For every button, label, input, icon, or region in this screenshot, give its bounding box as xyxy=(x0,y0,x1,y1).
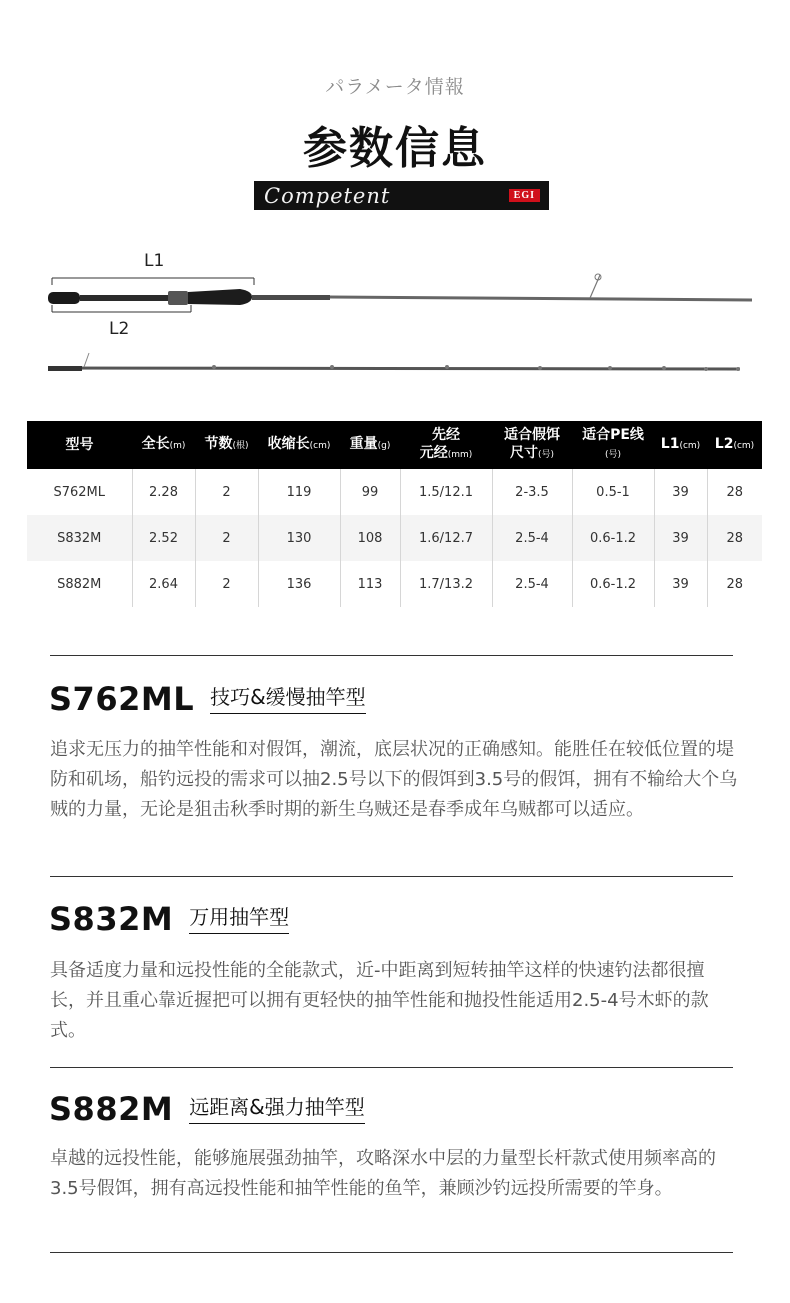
col-header-diameter: 先经 元经(mm) xyxy=(400,421,492,469)
model-heading-s882m xyxy=(49,1090,365,1128)
cell-closed-length: 130 xyxy=(258,515,340,561)
cell-lure-size: 2.5-4 xyxy=(492,561,572,607)
model-subtitle: 万用抽竿型 xyxy=(189,901,289,934)
table-row xyxy=(27,469,762,515)
l1-label: L1 xyxy=(144,251,165,271)
rod-butt-section xyxy=(48,274,752,305)
col-header-pe-line: 适合PE线 (号) xyxy=(572,421,654,469)
rod-diagram xyxy=(0,245,790,385)
cell-diameter: 1.5/12.1 xyxy=(400,469,492,515)
logo-text: Competent xyxy=(264,183,391,208)
cell-weight: 108 xyxy=(340,515,400,561)
brand-logo xyxy=(254,181,549,210)
col-header-l1: L1(cm) xyxy=(654,421,707,469)
cell-weight: 113 xyxy=(340,561,400,607)
cell-model: S882M xyxy=(57,576,102,592)
col-header-pieces: 节数(根) xyxy=(195,421,258,469)
model-description: 具备适度力量和远投性能的全能款式，近-中距离到短转抽竿这样的快速钓法都很擅长，并且重心靠近握把可以拥有更轻快的抽竿性能和抛投性能适用2.5-4号木虾的款式。 xyxy=(50,960,709,1041)
cell-diameter: 1.6/12.7 xyxy=(400,515,492,561)
cell-lure-size: 2-3.5 xyxy=(492,469,572,515)
cell-pe-line: 0.6-1.2 xyxy=(572,515,654,561)
cell-pieces: 2 xyxy=(195,515,258,561)
page-title: 参数信息 xyxy=(303,123,487,174)
cell-lure-size: 2.5-4 xyxy=(492,515,572,561)
cell-l2: 28 xyxy=(707,515,762,561)
col-header-closed-length: 收缩长(cm) xyxy=(258,421,340,469)
col-header-lure-size: 适合假饵 尺寸(号) xyxy=(492,421,572,469)
model-code: S762ML xyxy=(49,680,195,718)
model-heading-s832m xyxy=(49,900,289,938)
spec-table xyxy=(27,421,762,607)
logo-badge: EGI xyxy=(509,189,540,202)
table-row xyxy=(27,561,762,607)
cell-pieces: 2 xyxy=(195,561,258,607)
col-header-model: 型号 xyxy=(27,421,132,469)
model-subtitle: 技巧&缓慢抽竿型 xyxy=(210,681,366,714)
cell-closed-length: 119 xyxy=(258,469,340,515)
cell-length: 2.28 xyxy=(132,469,195,515)
cell-pieces: 2 xyxy=(195,469,258,515)
l1-bracket xyxy=(52,278,254,285)
cell-l1: 39 xyxy=(654,515,707,561)
model-heading-s762ml xyxy=(49,680,366,718)
model-code: S832M xyxy=(49,900,174,938)
model-subtitle: 远距离&强力抽竿型 xyxy=(189,1091,365,1124)
cell-model: S832M xyxy=(27,515,132,561)
divider xyxy=(50,1252,733,1253)
rod-illustration xyxy=(0,245,790,385)
cell-l2: 28 xyxy=(707,469,762,515)
model-description: 卓越的远投性能，能够施展强劲抽竿，攻略深水中层的力量型长杆款式使用频率高的3.5号假饵，拥有高远投性能和抽竿性能的鱼竿，兼顾沙钓远投所需要的竿身。 xyxy=(50,1148,716,1199)
cell-length: 2.52 xyxy=(132,515,195,561)
model-code: S882M xyxy=(49,1090,174,1128)
cell-weight: 99 xyxy=(340,469,400,515)
cell-pe-line: 0.5-1 xyxy=(572,469,654,515)
divider xyxy=(50,1067,733,1068)
cell-l2: 28 xyxy=(707,561,762,607)
table-row xyxy=(27,515,762,561)
table-header-row xyxy=(27,421,762,469)
l2-bracket xyxy=(52,305,191,312)
col-header-l2: L2(cm) xyxy=(707,421,762,469)
cell-closed-length: 136 xyxy=(258,561,340,607)
cell-model: S762ML xyxy=(53,484,106,500)
rod-tip-section xyxy=(48,353,740,371)
cell-diameter: 1.7/13.2 xyxy=(400,561,492,607)
col-header-weight: 重量(g) xyxy=(340,421,400,469)
cell-l1: 39 xyxy=(654,561,707,607)
section-subtitle: パラメータ情報 xyxy=(325,76,465,98)
col-header-length: 全长(m) xyxy=(132,421,195,469)
cell-length: 2.64 xyxy=(132,561,195,607)
l2-label: L2 xyxy=(109,319,130,339)
cell-pe-line: 0.6-1.2 xyxy=(572,561,654,607)
cell-l1: 39 xyxy=(654,469,707,515)
divider xyxy=(50,876,733,877)
divider xyxy=(50,655,733,656)
model-description: 追求无压力的抽竿性能和对假饵，潮流，底层状况的正确感知。能胜任在较低位置的堤防和矶场，船钓远投的需求可以抽2.5号以下的假饵到3.5号的假饵，拥有不输给大个乌贼的力量，无论是狙击秋季时期的新生乌贼还是春季成年乌贼都可以适应。 xyxy=(50,739,738,820)
